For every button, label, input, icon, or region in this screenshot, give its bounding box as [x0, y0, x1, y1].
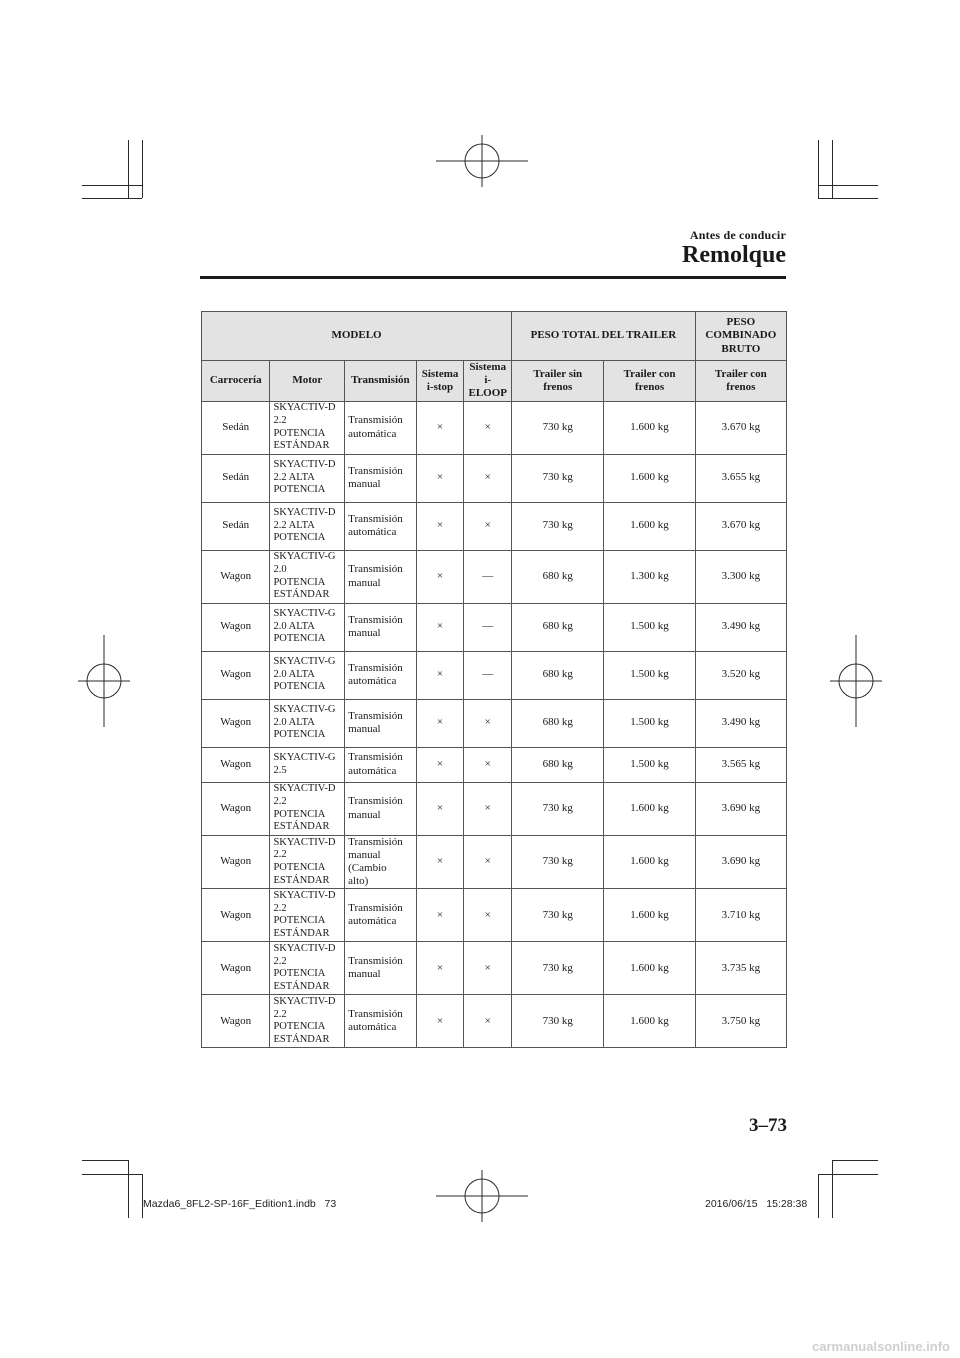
registration-mark-bottom	[436, 1170, 528, 1222]
cell-con: 1.600 kg	[604, 454, 695, 502]
cell-carroceria: Wagon	[202, 699, 270, 747]
cell-bruto: 3.735 kg	[695, 942, 786, 995]
table-row	[202, 835, 787, 889]
cell-carroceria: Wagon	[202, 889, 270, 942]
section-label: Antes de conducir	[689, 228, 786, 242]
cell-carroceria: Wagon	[202, 651, 270, 699]
cell-ieloop: —	[464, 603, 512, 651]
table-row	[202, 699, 787, 747]
footer-filename: Mazda6_8FL2-SP-16F_Edition1.indb 73	[143, 1198, 337, 1210]
cell-trans: Transmisión automática	[345, 889, 417, 942]
cell-ieloop: ×	[464, 889, 512, 942]
cell-motor: SKYACTIV-D 2.2 POTENCIA ESTÁNDAR	[270, 995, 345, 1048]
cell-con: 1.500 kg	[604, 747, 695, 782]
cell-ieloop: ×	[464, 502, 512, 550]
col-header: Carrocería	[202, 361, 270, 402]
cell-istop: ×	[416, 454, 464, 502]
table-row	[202, 995, 787, 1048]
towing-capacity-table	[201, 311, 787, 1048]
cell-istop: ×	[416, 699, 464, 747]
page-title: Remolque	[682, 242, 786, 268]
cell-ieloop: ×	[464, 995, 512, 1048]
cell-istop: ×	[416, 782, 464, 835]
cell-trans: Transmisión manual	[345, 550, 417, 603]
cell-sin: 730 kg	[512, 942, 604, 995]
cell-motor: SKYACTIV-D 2.2 POTENCIA ESTÁNDAR	[270, 401, 345, 454]
cell-istop: ×	[416, 747, 464, 782]
cell-bruto: 3.490 kg	[695, 699, 786, 747]
cell-con: 1.600 kg	[604, 995, 695, 1048]
col-header: Transmisión	[345, 361, 417, 402]
cell-carroceria: Wagon	[202, 942, 270, 995]
registration-mark-right	[830, 635, 882, 727]
cell-motor: SKYACTIV-G 2.0 POTENCIA ESTÁNDAR	[270, 550, 345, 603]
cell-sin: 680 kg	[512, 550, 604, 603]
cell-motor: SKYACTIV-D 2.2 POTENCIA ESTÁNDAR	[270, 835, 345, 889]
cell-sin: 730 kg	[512, 782, 604, 835]
table-row	[202, 651, 787, 699]
cell-trans: Transmisión manual	[345, 942, 417, 995]
cell-carroceria: Sedán	[202, 502, 270, 550]
cell-sin: 730 kg	[512, 995, 604, 1048]
cell-sin: 680 kg	[512, 651, 604, 699]
cell-carroceria: Wagon	[202, 782, 270, 835]
table-row	[202, 603, 787, 651]
cell-sin: 730 kg	[512, 502, 604, 550]
cell-trans: Transmisión automática	[345, 502, 417, 550]
table-row	[202, 550, 787, 603]
cell-bruto: 3.690 kg	[695, 835, 786, 889]
table-row	[202, 454, 787, 502]
table-row	[202, 747, 787, 782]
cell-trans: Transmisión manual	[345, 782, 417, 835]
header-rule	[200, 276, 786, 279]
cell-trans: Transmisión automática	[345, 995, 417, 1048]
header-peso-total: PESO TOTAL DEL TRAILER	[512, 312, 696, 361]
header-peso-combinado: PESO COMBINADO BRUTO	[695, 312, 786, 361]
cell-motor: SKYACTIV-D 2.2 POTENCIA ESTÁNDAR	[270, 942, 345, 995]
col-header: Trailer con frenos	[695, 361, 786, 402]
cell-sin: 680 kg	[512, 747, 604, 782]
cell-ieloop: ×	[464, 401, 512, 454]
col-header: Sistema i-stop	[416, 361, 464, 402]
cell-bruto: 3.655 kg	[695, 454, 786, 502]
cell-sin: 730 kg	[512, 889, 604, 942]
cell-sin: 730 kg	[512, 835, 604, 889]
cell-con: 1.500 kg	[604, 651, 695, 699]
cell-carroceria: Wagon	[202, 603, 270, 651]
page-number: 3–73	[749, 1115, 787, 1136]
cell-carroceria: Wagon	[202, 550, 270, 603]
cell-motor: SKYACTIV-G 2.0 ALTA POTENCIA	[270, 651, 345, 699]
cell-con: 1.600 kg	[604, 889, 695, 942]
cell-con: 1.600 kg	[604, 835, 695, 889]
cell-con: 1.600 kg	[604, 782, 695, 835]
cell-bruto: 3.520 kg	[695, 651, 786, 699]
cell-istop: ×	[416, 603, 464, 651]
cell-ieloop: ×	[464, 782, 512, 835]
cell-trans: Transmisión manual	[345, 454, 417, 502]
col-header: Motor	[270, 361, 345, 402]
cell-carroceria: Sedán	[202, 401, 270, 454]
cell-trans: Transmisión manual (Cambio alto)	[345, 835, 417, 889]
cell-ieloop: —	[464, 651, 512, 699]
table-row	[202, 502, 787, 550]
cell-ieloop: —	[464, 550, 512, 603]
table-row	[202, 942, 787, 995]
cell-istop: ×	[416, 651, 464, 699]
cell-bruto: 3.565 kg	[695, 747, 786, 782]
table-row	[202, 401, 787, 454]
registration-mark-left	[78, 635, 130, 727]
cell-motor: SKYACTIV-G 2.0 ALTA POTENCIA	[270, 699, 345, 747]
column-header-row	[202, 361, 787, 402]
cell-bruto: 3.670 kg	[695, 502, 786, 550]
cell-bruto: 3.300 kg	[695, 550, 786, 603]
cell-istop: ×	[416, 995, 464, 1048]
cell-istop: ×	[416, 550, 464, 603]
cell-carroceria: Sedán	[202, 454, 270, 502]
cell-con: 1.300 kg	[604, 550, 695, 603]
cell-trans: Transmisión automática	[345, 747, 417, 782]
cell-motor: SKYACTIV-D 2.2 ALTA POTENCIA	[270, 502, 345, 550]
cell-motor: SKYACTIV-D 2.2 ALTA POTENCIA	[270, 454, 345, 502]
cell-con: 1.500 kg	[604, 603, 695, 651]
footer-timestamp: 2016/06/15 15:28:38	[705, 1198, 808, 1210]
cell-con: 1.600 kg	[604, 502, 695, 550]
cell-ieloop: ×	[464, 699, 512, 747]
cell-istop: ×	[416, 942, 464, 995]
cell-istop: ×	[416, 401, 464, 454]
cell-trans: Transmisión manual	[345, 603, 417, 651]
cell-ieloop: ×	[464, 835, 512, 889]
cell-con: 1.600 kg	[604, 401, 695, 454]
cell-motor: SKYACTIV-D 2.2 POTENCIA ESTÁNDAR	[270, 782, 345, 835]
table-row	[202, 782, 787, 835]
table-row	[202, 889, 787, 942]
cell-bruto: 3.750 kg	[695, 995, 786, 1048]
cell-sin: 730 kg	[512, 401, 604, 454]
header-modelo: MODELO	[202, 312, 512, 361]
cell-carroceria: Wagon	[202, 995, 270, 1048]
cell-istop: ×	[416, 889, 464, 942]
col-header: Trailer sin frenos	[512, 361, 604, 402]
cell-motor: SKYACTIV-G 2.0 ALTA POTENCIA	[270, 603, 345, 651]
cell-ieloop: ×	[464, 942, 512, 995]
cell-bruto: 3.710 kg	[695, 889, 786, 942]
cell-bruto: 3.670 kg	[695, 401, 786, 454]
cell-trans: Transmisión automática	[345, 401, 417, 454]
cell-carroceria: Wagon	[202, 747, 270, 782]
cell-con: 1.500 kg	[604, 699, 695, 747]
cell-ieloop: ×	[464, 454, 512, 502]
cell-sin: 680 kg	[512, 603, 604, 651]
cell-ieloop: ×	[464, 747, 512, 782]
cell-istop: ×	[416, 502, 464, 550]
cell-istop: ×	[416, 835, 464, 889]
cell-con: 1.600 kg	[604, 942, 695, 995]
cell-carroceria: Wagon	[202, 835, 270, 889]
col-header: Trailer con frenos	[604, 361, 695, 402]
watermark: carmanualsonline.info	[812, 1339, 950, 1354]
registration-mark-top	[436, 135, 528, 187]
cell-sin: 730 kg	[512, 454, 604, 502]
cell-motor: SKYACTIV-D 2.2 POTENCIA ESTÁNDAR	[270, 889, 345, 942]
cell-motor: SKYACTIV-G 2.5	[270, 747, 345, 782]
cell-sin: 680 kg	[512, 699, 604, 747]
group-header-row	[202, 312, 787, 361]
cell-bruto: 3.490 kg	[695, 603, 786, 651]
cell-trans: Transmisión automática	[345, 651, 417, 699]
table-body	[202, 401, 787, 1048]
cell-bruto: 3.690 kg	[695, 782, 786, 835]
col-header: Sistema i-ELOOP	[464, 361, 512, 402]
cell-trans: Transmisión manual	[345, 699, 417, 747]
